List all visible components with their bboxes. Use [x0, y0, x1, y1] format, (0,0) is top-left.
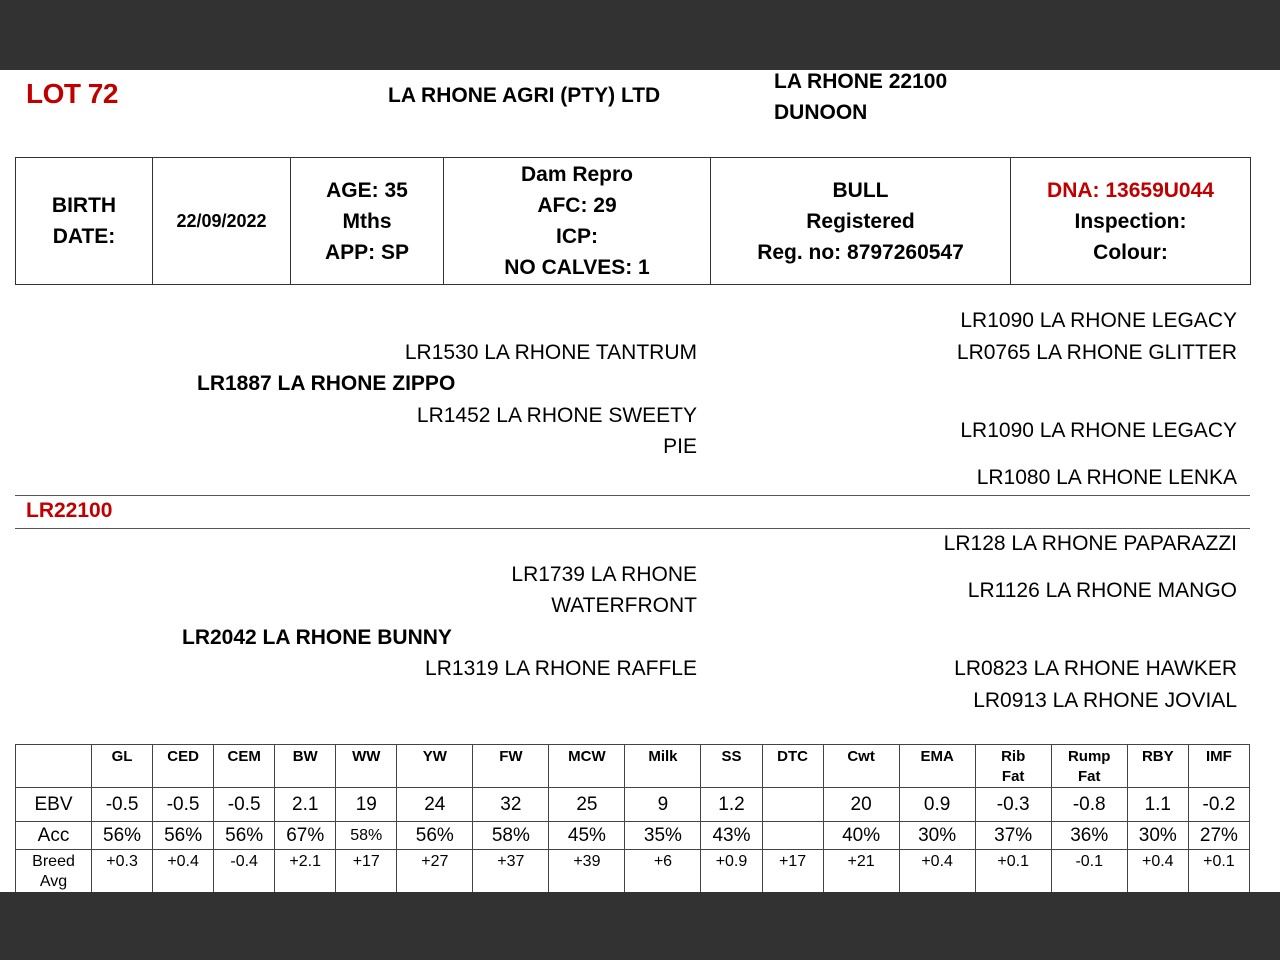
acc-cell: 30% [1127, 822, 1188, 850]
breed-avg-cell: +0.1 [975, 850, 1051, 893]
ebv-col-header [214, 745, 275, 788]
breed-avg-cell: +39 [549, 850, 625, 893]
animal-info-table [15, 157, 1251, 285]
acc-cell: 36% [1051, 822, 1127, 850]
breed-avg-cell: +6 [625, 850, 701, 893]
col-label-line2: Fat [1077, 768, 1101, 785]
col-label: IMF [1205, 748, 1232, 765]
ebv-table [15, 744, 1250, 893]
acc-cell: 45% [549, 822, 625, 850]
ebv-col-header [473, 745, 549, 788]
ebv-col-header [899, 745, 975, 788]
registration-status: Registered [806, 209, 915, 233]
col-label: BW [292, 748, 318, 765]
acc-cell: 40% [823, 822, 899, 850]
ebv-col-header [275, 745, 336, 788]
row-label-line1: Breed [32, 853, 75, 870]
ebv-col-header [1127, 745, 1188, 788]
ebv-corner-cell [16, 745, 92, 788]
ebv-cell: 1.2 [701, 788, 762, 822]
col-label: Cwt [847, 748, 875, 765]
col-label: EMA [920, 748, 954, 765]
row-label-line2: Avg [39, 873, 68, 890]
animal-name-line1: LA RHONE 22100 [774, 70, 948, 93]
ebv-col-header [1188, 745, 1249, 788]
breed-avg-cell: +0.4 [1127, 850, 1188, 893]
breed-avg-cell: +0.4 [153, 850, 214, 893]
viewer-bottom-bar [0, 892, 1280, 960]
acc-cell: 58% [473, 822, 549, 850]
ebv-col-header [975, 745, 1051, 788]
lot-number: LOT 72 [26, 78, 118, 109]
no-calves-value: NO CALVES: 1 [504, 256, 650, 279]
ebv-cell: 1.1 [1127, 788, 1188, 822]
ebv-col-header [701, 745, 762, 788]
pedigree-sire-of-sire: LR1530 LA RHONE TANTRUM [404, 341, 697, 364]
ebv-cell: -0.3 [975, 788, 1051, 822]
col-label: SS [721, 748, 742, 765]
ebv-col-header [823, 745, 899, 788]
acc-cell: 56% [397, 822, 473, 850]
pedigree-ssd: LR0765 LA RHONE GLITTER [956, 341, 1237, 364]
calf-id: LR22100 [26, 499, 113, 522]
ebv-cell: 32 [473, 788, 549, 822]
breed-avg-cell: +17 [336, 850, 397, 893]
dam-repro-cell [444, 158, 711, 285]
inspection-value: Inspection: [1074, 209, 1187, 233]
pedigree-dds: LR0823 LA RHONE HAWKER [954, 657, 1237, 680]
acc-cell: 56% [214, 822, 275, 850]
pedigree-sire-of-dam-line2: WATERFRONT [551, 594, 697, 617]
age-cell [291, 158, 444, 285]
col-label: YW [422, 748, 447, 765]
ebv-cell: 24 [397, 788, 473, 822]
breed-avg-cell: +17 [762, 850, 823, 893]
divider-bottom [15, 528, 1250, 529]
breed-avg-cell: +27 [397, 850, 473, 893]
col-label: DTC [777, 748, 808, 765]
pedigree-dss: LR128 LA RHONE PAPARAZZI [943, 532, 1237, 555]
col-label: Milk [648, 748, 678, 765]
ebv-cell: -0.8 [1051, 788, 1127, 822]
breed-avg-cell: +2.1 [275, 850, 336, 893]
ebv-cell: -0.5 [92, 788, 153, 822]
ebv-col-header [625, 745, 701, 788]
col-label: WW [352, 748, 381, 765]
breed-avg-cell: +37 [473, 850, 549, 893]
pedigree-sss: LR1090 LA RHONE LEGACY [960, 309, 1237, 332]
ebv-col-header [153, 745, 214, 788]
col-label: Rump [1067, 748, 1111, 765]
ebv-col-header [92, 745, 153, 788]
pedigree-dsd: LR1126 LA RHONE MANGO [967, 579, 1237, 602]
pedigree-dam: LR2042 LA RHONE BUNNY [182, 626, 452, 649]
ebv-cell: 25 [549, 788, 625, 822]
registration-cell [711, 158, 1011, 285]
dna-value: DNA: 13659U044 [1047, 178, 1214, 202]
acc-cell: 30% [899, 822, 975, 850]
ebv-cell [762, 788, 823, 822]
dam-repro-title: Dam Repro [520, 163, 634, 186]
pedigree-sds: LR1090 LA RHONE LEGACY [960, 419, 1237, 442]
ebv-cell: -0.2 [1188, 788, 1249, 822]
pedigree-dam-of-sire-line2: PIE [663, 435, 697, 458]
ebv-header-row [16, 745, 1250, 788]
app-value: APP: SP [324, 240, 410, 264]
pedigree-dam-of-sire-line1: LR1452 LA RHONE SWEETY [416, 404, 697, 427]
breed-avg-cell: +0.4 [899, 850, 975, 893]
ebv-cell: 20 [823, 788, 899, 822]
ebv-col-header [549, 745, 625, 788]
age-unit: Mths [342, 209, 392, 233]
birth-date-label [16, 158, 153, 285]
pedigree-sire-of-dam-line1: LR1739 LA RHONE [511, 563, 697, 586]
col-label: Rib [1001, 748, 1026, 765]
breed-avg-cell: -0.1 [1051, 850, 1127, 893]
sex-value: BULL [832, 178, 889, 202]
afc-value: AFC: 29 [537, 194, 617, 217]
birth-label-line2: DATE: [52, 225, 116, 248]
ebv-col-header [336, 745, 397, 788]
colour-value: Colour: [1093, 240, 1168, 264]
ebv-cell: 2.1 [275, 788, 336, 822]
ebv-cell: 0.9 [899, 788, 975, 822]
acc-cell [762, 822, 823, 850]
ebv-col-header [762, 745, 823, 788]
col-label: CEM [227, 748, 261, 765]
acc-cell: 56% [92, 822, 153, 850]
ebv-col-header [1051, 745, 1127, 788]
breed-avg-row [16, 850, 1250, 893]
pedigree-dam-of-dam: LR1319 LA RHONE RAFFLE [425, 657, 697, 680]
ebv-col-header [397, 745, 473, 788]
icp-value: ICP: [556, 225, 598, 248]
ebv-cell: -0.5 [214, 788, 275, 822]
breed-avg-cell: +21 [823, 850, 899, 893]
birth-label-line1: BIRTH [51, 194, 117, 217]
breed-avg-cell: +0.9 [701, 850, 762, 893]
breed-avg-cell: +0.3 [92, 850, 153, 893]
acc-cell: 58% [336, 822, 397, 850]
pedigree-sdd: LR1080 LA RHONE LENKA [976, 466, 1237, 489]
animal-name [774, 66, 947, 128]
acc-cell: 37% [975, 822, 1051, 850]
ebv-cell: -0.5 [153, 788, 214, 822]
breed-avg-cell: -0.4 [214, 850, 275, 893]
col-label: CED [167, 748, 199, 765]
dna-cell [1011, 158, 1251, 285]
col-label: RBY [1141, 748, 1174, 765]
row-label-breed-avg [16, 850, 92, 893]
row-label-ebv: EBV [16, 788, 92, 822]
age-value: AGE: 35 [326, 178, 408, 202]
animal-name-line2: DUNOON [774, 101, 868, 124]
acc-cell: 56% [153, 822, 214, 850]
ebv-cell: 19 [336, 788, 397, 822]
breeder-name: LA RHONE AGRI (PTY) LTD [388, 84, 661, 107]
col-label: GL [111, 748, 133, 765]
row-label-acc: Acc [16, 822, 92, 850]
col-label-line2: Fat [1001, 768, 1025, 785]
acc-cell: 27% [1188, 822, 1249, 850]
registration-number: Reg. no: 8797260547 [757, 240, 964, 264]
pedigree-ddd: LR0913 LA RHONE JOVIAL [973, 689, 1237, 712]
acc-row [16, 822, 1250, 850]
col-label: MCW [568, 748, 606, 765]
breed-avg-cell: +0.1 [1188, 850, 1249, 893]
col-label: FW [499, 748, 523, 765]
divider-top [15, 495, 1250, 496]
ebv-row [16, 788, 1250, 822]
acc-cell: 35% [625, 822, 701, 850]
birth-date-value: 22/09/2022 [153, 158, 291, 285]
acc-cell: 43% [701, 822, 762, 850]
viewer-top-bar [0, 0, 1280, 70]
acc-cell: 67% [275, 822, 336, 850]
ebv-cell: 9 [625, 788, 701, 822]
pedigree-sire: LR1887 LA RHONE ZIPPO [197, 372, 456, 395]
